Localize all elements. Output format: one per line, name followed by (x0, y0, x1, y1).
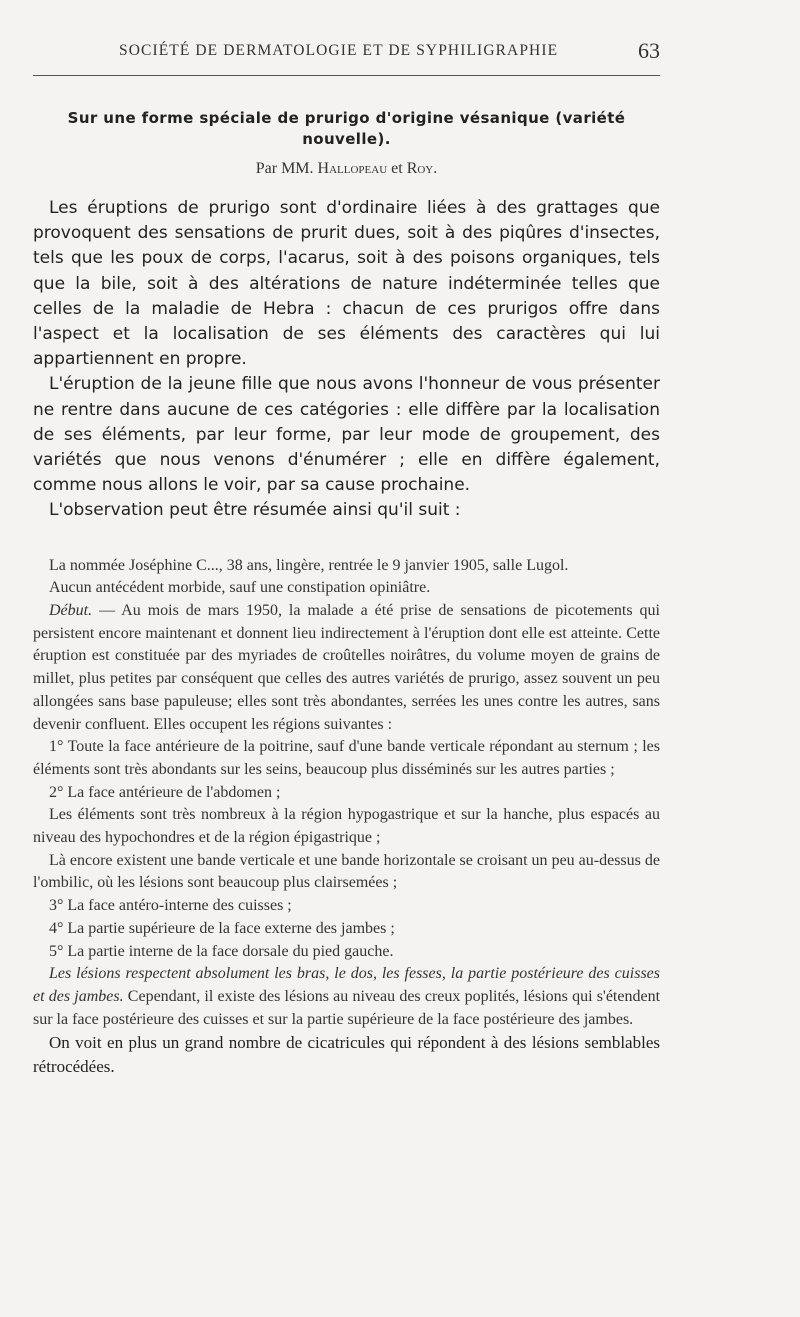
region-item-2-detail: Les éléments sont très nombreux à la région hypogastrique et sur la hanche, plus espacés au niveau des hypochondres et de la région épigastrique ; (33, 806, 660, 847)
final-paragraph: On voit en plus un grand nombre de cicatricules qui répondent à des lésions semblables rétrocédées. (33, 1033, 660, 1077)
region-item-3: 3° La face antéro-interne des cuisses ; (49, 897, 292, 915)
byline-prefix: Par MM. (255, 160, 314, 177)
running-header (33, 38, 660, 66)
antecedents-paragraph: Aucun antécédent morbide, sauf une constipation opiniâtre. (49, 579, 431, 597)
author-roy: Roy (406, 160, 434, 177)
article-title: Sur une forme spéciale de prurigo d'origine vésanique (variété nouvelle). (67, 109, 626, 148)
page-number: 63 (638, 38, 660, 63)
patient-paragraph: La nommée Joséphine C..., 38 ans, lingère, rentrée le 9 janvier 1905, salle Lugol. (49, 556, 569, 574)
debut-text: — Au mois de mars 1950, la malade a été prise de sensations de picotements qui persistent encore maintenant et donnent lieu indirectement à l'éruption dont elle est atteinte. Cette éruption est constituée par des myriades de croûtelles noirâtres, du volume moyen de grains de millet, plus petites par conséquent que celles des autres variétés de prurigo, assez souvent un peu allongées sans base papuleuse; elles sont très abondantes, serrées les unes contre les autres, sans devenir confluent. Elles occupent les régions suivantes : (33, 602, 661, 733)
respect-italic: Les lésions respectent absolument les bras, le dos, les fesses, la partie postérieure des cuisses et des jambes. (33, 965, 660, 1005)
observation-section (33, 555, 660, 1080)
intro-section (33, 196, 660, 524)
article-body (33, 196, 660, 1079)
region-item-4: 4° La partie supérieure de la face externe des jambes ; (49, 919, 395, 937)
respect-paragraph (33, 963, 660, 1031)
running-title: SOCIÉTÉ DE DERMATOLOGIE ET DE SYPHILIGRAPHIE (119, 42, 559, 59)
byline-and: et (391, 160, 403, 177)
author-hallopeau: Hallopeau (317, 160, 388, 177)
debut-label: Début. (49, 602, 93, 620)
intro-paragraph-3: L'observation peut être résumée ainsi qu'il suit : (49, 500, 461, 521)
byline (33, 160, 660, 178)
debut-paragraph (33, 600, 660, 736)
intro-paragraph-1: Les éruptions de prurigo sont d'ordinaire liées à des grattages que provoquent des sensations de prurit dues, soit à des piqûres d'insectes, tels que les poux de corps, l'acarus, soit à des poisons organiques, tels que la bile, soit à des altérations de nature indéterminée telles que celles de la maladie de Hebra : chacun de ces prurigos offre dans l'aspect et la localisation de ses éléments des caractères qui lui appartiennent en propre. (33, 198, 660, 370)
respect-text: Cependant, il existe des lésions au niveau des creux poplités, lésions qui s'étendent sur la face postérieure des cuisses et sur la partie supérieure de la face postérieure des jambes. (33, 988, 661, 1028)
region-item-2-detail-2: Là encore existent une bande verticale et une bande horizontale se croisant un peu au-dessus de l'ombilic, où les lésions sont beaucoup plus clairsemées ; (33, 851, 660, 892)
region-item-5: 5° La partie interne de la face dorsale du pied gauche. (49, 942, 394, 960)
intro-paragraph-2: L'éruption de la jeune fille que nous avons l'honneur de vous présenter ne rentre dans aucune de ces catégories : elle diffère par la localisation de ses éléments, par leur forme, par leur mode de groupement, des variétés que nous venons d'énumérer ; elle en diffère également, comme nous allons le voir, par sa cause prochaine. (33, 374, 660, 496)
byline-end: . (433, 160, 438, 177)
region-item-2: 2° La face antérieure de l'abdomen ; (49, 783, 281, 801)
header-rule (33, 75, 660, 76)
region-item-1: 1° Toute la face antérieure de la poitrine, sauf d'une bande verticale répondant au sternum ; les éléments sont très abondants sur les seins, beaucoup plus disséminés sur les autres parties ; (33, 738, 660, 778)
